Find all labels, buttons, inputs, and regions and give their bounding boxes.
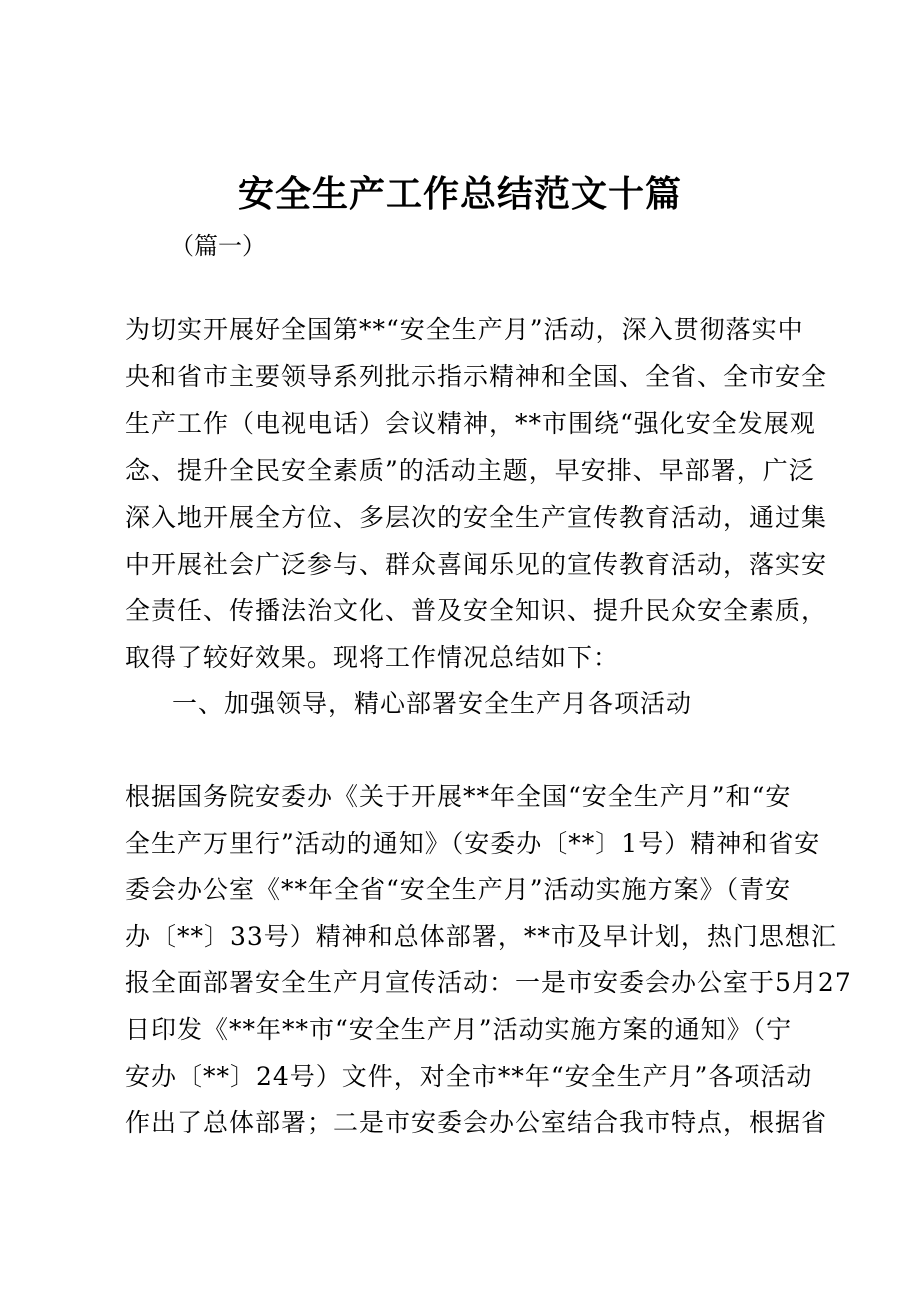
paragraph-line: 委会办公室《**年全省“安全生产月”活动实施方案》（青安: [125, 875, 792, 904]
paragraph-line: 为切实开展好全国第**“安全生产月”活动，深入贯彻落实中: [125, 315, 804, 344]
section-heading: 一、加强领导，精心部署安全生产月各项活动: [172, 689, 693, 718]
paragraph-line: 全责任、传播法治文化、普及安全知识、提升民众安全素质，: [125, 596, 828, 625]
paragraph-line: 安办〔**〕24号）文件，对全市**年“安全生产月”各项活动: [125, 1062, 813, 1091]
paragraph-line: 报全面部署安全生产月宣传活动：一是市安委会办公室于5月27: [125, 968, 852, 997]
paragraph-line: 深入地开展全方位、多层次的安全生产宣传教育活动，通过集: [125, 503, 828, 532]
paragraph-line: 日印发《**年**市“安全生产月”活动实施方案的通知》（宁: [125, 1015, 793, 1044]
paragraph-line: 央和省市主要领导系列批示指示精神和全国、全省、全市安全: [125, 362, 828, 391]
paragraph-line: 根据国务院安委办《关于开展**年全国“安全生产月”和“安: [125, 782, 792, 811]
paragraph-line: 全生产万里行”活动的通知》（安委办〔**〕1号）精神和省安: [125, 829, 821, 858]
paragraph-line: 取得了较好效果。现将工作情况总结如下：: [125, 643, 620, 672]
paragraph-line: 作出了总体部署；二是市安委会办公室结合我市特点，根据省: [125, 1108, 828, 1137]
paragraph-line: 生产工作（电视电话）会议精神，**市围绕“强化安全发展观: [125, 409, 816, 438]
paragraph-line: 中开展社会广泛参与、群众喜闻乐见的宣传教育活动，落实安: [125, 550, 828, 579]
paragraph-line: 念、提升全民安全素质”的活动主题，早安排、早部署，广泛: [125, 456, 815, 485]
document-title: 安全生产工作总结范文十篇: [237, 173, 682, 215]
paragraph-line: 办〔**〕33号）精神和总体部署，**市及早计划，热门思想汇: [125, 922, 837, 951]
section-label: （篇一）: [170, 232, 266, 260]
